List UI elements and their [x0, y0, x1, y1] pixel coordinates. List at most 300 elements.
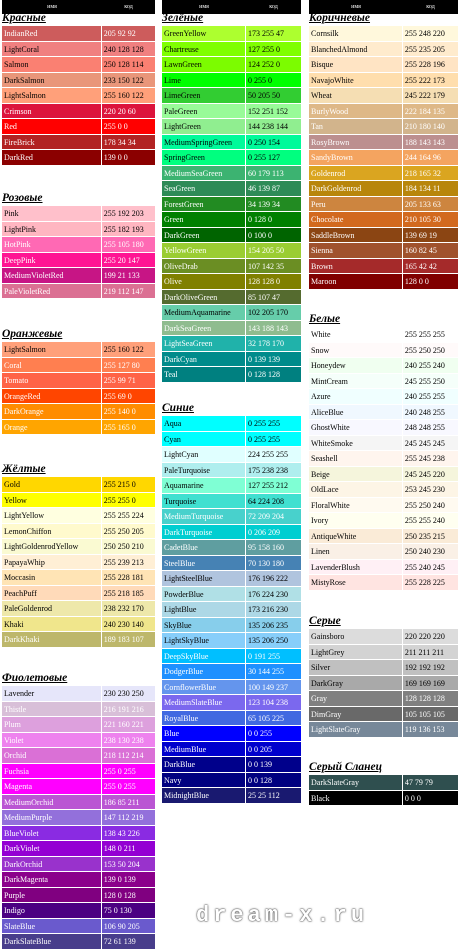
color-code: 245 222 179 — [404, 91, 445, 100]
color-row — [2, 779, 155, 795]
color-code: 250 235 215 — [404, 531, 445, 541]
color-code: 139 0 139 — [103, 875, 136, 884]
color-name: PaleTurquoise — [162, 463, 246, 478]
color-name: LightPink — [2, 222, 102, 237]
color-name: Fuchsia — [2, 764, 102, 779]
color-name: OldLace — [309, 482, 403, 497]
color-name: Azure — [309, 389, 403, 404]
color-name: PeachPuff — [2, 586, 102, 601]
color-row — [309, 482, 458, 498]
color-row — [309, 73, 458, 89]
group-title: Фиолетовые — [2, 672, 68, 684]
color-row — [309, 405, 458, 421]
color-name: DarkGray — [309, 676, 403, 691]
color-code: 135 206 250 — [247, 636, 288, 645]
color-code: 47 79 79 — [404, 778, 433, 787]
color-code: 152 251 152 — [247, 106, 288, 116]
color-row — [162, 447, 301, 463]
header-code: код — [426, 4, 435, 10]
color-group — [162, 400, 301, 804]
color-row — [162, 336, 301, 352]
color-name: LimeGreen — [162, 88, 246, 103]
color-row — [309, 451, 458, 467]
color-name: LightGrey — [309, 645, 403, 660]
color-name: AliceBlue — [309, 405, 403, 420]
color-name: MediumSeaGreen — [162, 166, 246, 181]
color-name: LightCoral — [2, 42, 102, 57]
color-row — [309, 274, 458, 290]
color-code: 199 21 133 — [103, 271, 140, 280]
color-row — [162, 757, 301, 773]
color-name: Salmon — [2, 57, 102, 72]
color-row — [162, 556, 301, 572]
color-name: DarkSlateGray — [309, 775, 403, 790]
color-code: 255 127 80 — [103, 360, 140, 370]
color-code: 127 255 0 — [247, 44, 280, 54]
color-code: 255 239 213 — [103, 557, 144, 567]
header-code: код — [269, 4, 278, 10]
color-row — [162, 773, 301, 789]
color-name: BurlyWood — [309, 104, 403, 119]
color-code: 255 20 147 — [103, 255, 140, 265]
color-row — [309, 544, 458, 560]
color-group — [309, 759, 458, 806]
color-name: DeepSkyBlue — [162, 649, 246, 664]
color-row — [309, 676, 458, 692]
color-name: Gray — [309, 691, 403, 706]
group-title: Красные — [2, 12, 46, 24]
color-name: DarkSlateBlue — [2, 934, 102, 949]
color-group — [309, 10, 458, 290]
color-code: 160 82 45 — [404, 246, 437, 255]
color-code: 0 250 154 — [247, 137, 280, 147]
color-row — [309, 529, 458, 545]
color-row — [309, 57, 458, 73]
color-code: 224 255 255 — [247, 450, 288, 459]
color-code: 218 112 214 — [103, 751, 144, 760]
color-row — [162, 26, 301, 42]
color-code: 0 255 0 — [247, 75, 272, 85]
color-code: 255 165 0 — [103, 422, 136, 432]
color-row — [162, 540, 301, 556]
color-code: 128 128 128 — [404, 694, 445, 703]
color-row — [2, 73, 155, 89]
color-name: OrangeRed — [2, 389, 102, 404]
color-row — [2, 268, 155, 284]
color-row — [309, 791, 458, 807]
color-row — [162, 649, 301, 665]
color-name: SandyBrown — [309, 150, 403, 165]
color-code: 211 211 211 — [404, 647, 444, 657]
header-name: имя — [199, 4, 209, 10]
color-row — [309, 420, 458, 436]
color-name: Olive — [162, 274, 246, 289]
color-name: SlateBlue — [2, 919, 102, 934]
color-name: Coral — [2, 358, 102, 373]
color-name: MintCream — [309, 374, 403, 389]
color-name: LightBlue — [162, 602, 246, 617]
color-code: 255 215 0 — [103, 480, 136, 489]
color-name: MediumVioletRed — [2, 268, 102, 283]
color-name: Bisque — [309, 57, 403, 72]
color-code: 0 255 255 — [247, 419, 280, 428]
color-name: DarkBlue — [162, 757, 246, 772]
color-name: Gold — [2, 477, 102, 492]
color-row — [309, 166, 458, 182]
color-name: Orchid — [2, 748, 102, 763]
color-code: 139 69 19 — [404, 230, 437, 240]
color-row — [2, 888, 155, 904]
color-code: 176 196 222 — [247, 574, 288, 583]
color-group — [309, 613, 458, 738]
color-row — [2, 686, 155, 702]
color-name: Goldenrod — [309, 166, 403, 181]
color-row — [2, 150, 155, 166]
color-row — [309, 150, 458, 166]
color-code: 153 50 204 — [103, 859, 140, 869]
color-code: 255 69 0 — [103, 391, 132, 401]
color-row — [162, 259, 301, 275]
color-code: 95 158 160 — [247, 543, 284, 552]
group-title: Серый Сланец — [309, 761, 383, 773]
color-name: MediumSpringGreen — [162, 135, 246, 150]
color-name: Chartreuse — [162, 42, 246, 57]
color-code: 0 0 205 — [247, 744, 272, 754]
color-code: 255 240 245 — [404, 562, 445, 572]
group-title: Зелёные — [162, 12, 204, 24]
color-row — [2, 617, 155, 633]
color-code: 175 238 238 — [247, 465, 288, 475]
color-name: Khaki — [2, 617, 102, 632]
color-row — [2, 342, 155, 358]
color-row — [2, 539, 155, 555]
color-row — [2, 373, 155, 389]
color-name: FireBrick — [2, 135, 102, 150]
color-name: LightGoldenrodYellow — [2, 539, 102, 554]
color-row — [2, 857, 155, 873]
color-name: FloralWhite — [309, 498, 403, 513]
color-name: LavenderBlush — [309, 560, 403, 575]
color-code: 221 160 221 — [103, 720, 144, 729]
color-row — [162, 104, 301, 120]
color-row — [162, 571, 301, 587]
color-code: 154 205 50 — [247, 246, 284, 255]
color-row — [309, 722, 458, 738]
color-row — [2, 477, 155, 493]
group-title: Розовые — [2, 192, 43, 204]
color-name: LightYellow — [2, 508, 102, 523]
color-code: 240 248 255 — [404, 407, 445, 417]
color-row — [162, 664, 301, 680]
color-row — [2, 872, 155, 888]
color-code: 165 42 42 — [404, 261, 437, 271]
color-name: Turquoise — [162, 494, 246, 509]
color-code: 143 188 143 — [247, 323, 288, 333]
color-code: 30 144 255 — [247, 667, 284, 676]
color-row — [2, 810, 155, 826]
color-name: RoyalBlue — [162, 711, 246, 726]
color-row — [162, 416, 301, 432]
color-name: Moccasin — [2, 570, 102, 585]
color-code: 255 228 225 — [404, 578, 445, 587]
color-code: 255 255 240 — [404, 516, 445, 525]
color-code: 34 139 34 — [247, 199, 280, 209]
color-name: Peru — [309, 197, 403, 212]
color-row — [2, 795, 155, 811]
color-row — [2, 826, 155, 842]
color-name: MediumAquamarine — [162, 305, 246, 320]
color-row — [309, 513, 458, 529]
color-code: 173 255 47 — [247, 29, 284, 38]
color-name: ForestGreen — [162, 197, 246, 212]
color-code: 230 230 250 — [103, 689, 144, 698]
color-name: LightGreen — [162, 119, 246, 134]
color-name: LightCyan — [162, 447, 246, 462]
color-code: 245 245 220 — [404, 469, 445, 479]
color-name: CornflowerBlue — [162, 680, 246, 695]
color-row — [309, 104, 458, 120]
color-name: Blue — [162, 726, 246, 741]
color-row — [309, 181, 458, 197]
color-row — [162, 602, 301, 618]
color-row — [309, 88, 458, 104]
color-row — [309, 135, 458, 151]
color-name: Snow — [309, 343, 403, 358]
color-code: 240 230 140 — [103, 619, 144, 629]
color-name: Brown — [309, 259, 403, 274]
color-row — [2, 206, 155, 222]
color-name: Yellow — [2, 493, 102, 508]
color-code: 233 150 122 — [103, 75, 144, 85]
color-row — [309, 26, 458, 42]
color-code: 255 160 122 — [103, 91, 144, 100]
color-code: 0 0 255 — [247, 729, 272, 738]
color-code: 0 139 139 — [247, 354, 280, 364]
color-row — [162, 73, 301, 89]
color-row — [2, 717, 155, 733]
color-name: SkyBlue — [162, 618, 246, 633]
color-code: 255 250 250 — [404, 345, 445, 355]
color-name: AntiqueWhite — [309, 529, 403, 544]
color-code: 124 252 0 — [247, 60, 280, 69]
color-row — [2, 358, 155, 374]
color-row — [2, 57, 155, 73]
color-row — [309, 42, 458, 58]
color-code: 189 183 107 — [103, 635, 144, 644]
color-group — [2, 10, 155, 166]
color-name: DarkGoldenrod — [309, 181, 403, 196]
color-code: 169 169 169 — [404, 678, 445, 688]
color-name: LemonChiffon — [2, 524, 102, 539]
color-row — [309, 775, 458, 791]
color-code: 255 182 193 — [103, 224, 144, 234]
color-code: 240 255 255 — [404, 392, 445, 401]
color-name: DarkViolet — [2, 841, 102, 856]
color-row — [309, 560, 458, 576]
color-code: 178 34 34 — [103, 137, 136, 147]
color-name: Aqua — [162, 416, 246, 431]
color-row — [2, 389, 155, 405]
color-row — [162, 788, 301, 804]
color-code: 192 192 192 — [404, 663, 445, 672]
column-right — [309, 0, 458, 803]
color-code: 0 255 127 — [247, 153, 280, 162]
color-code: 255 245 238 — [404, 454, 445, 463]
color-code: 75 0 130 — [103, 906, 132, 915]
color-code: 248 248 255 — [404, 423, 445, 432]
color-name: LawnGreen — [162, 57, 246, 72]
color-code: 123 104 238 — [247, 698, 288, 707]
color-code: 32 178 170 — [247, 339, 284, 348]
color-code: 255 160 122 — [103, 345, 144, 354]
color-row — [309, 629, 458, 645]
color-name: Magenta — [2, 779, 102, 794]
color-name: Sienna — [309, 243, 403, 258]
color-name: Chocolate — [309, 212, 403, 227]
color-code: 205 92 92 — [103, 29, 136, 38]
color-name: DarkOrange — [2, 404, 102, 419]
color-code: 0 0 0 — [404, 793, 421, 803]
color-name: LightSlateGray — [309, 722, 403, 737]
color-code: 173 216 230 — [247, 605, 288, 614]
color-row — [162, 367, 301, 383]
group-title: Серые — [309, 615, 341, 627]
color-code: 147 112 219 — [103, 813, 144, 822]
color-name: DarkMagenta — [2, 872, 102, 887]
color-code: 176 224 230 — [247, 589, 288, 599]
color-row — [162, 618, 301, 634]
color-code: 244 164 96 — [404, 153, 441, 162]
color-row — [162, 432, 301, 448]
color-name: Navy — [162, 773, 246, 788]
color-code: 64 224 208 — [247, 496, 284, 506]
color-code: 250 128 114 — [103, 60, 144, 69]
color-name: Plum — [2, 717, 102, 732]
color-row — [2, 601, 155, 617]
color-code: 0 0 128 — [247, 775, 272, 785]
color-row — [309, 645, 458, 661]
color-row — [162, 212, 301, 228]
color-name: Indigo — [2, 903, 102, 918]
color-code: 119 136 153 — [404, 725, 445, 734]
color-row — [309, 660, 458, 676]
color-code: 255 250 205 — [103, 526, 144, 536]
color-row — [162, 88, 301, 104]
color-name: OliveDrab — [162, 259, 246, 274]
color-code: 255 0 0 — [103, 122, 128, 131]
color-code: 255 248 220 — [404, 29, 445, 38]
group-title: Жёлтые — [2, 463, 46, 475]
color-row — [2, 119, 155, 135]
color-code: 139 0 0 — [103, 153, 128, 162]
color-row — [162, 305, 301, 321]
color-name: Teal — [162, 367, 246, 382]
group-title: Белые — [309, 313, 341, 325]
color-code: 100 149 237 — [247, 682, 288, 692]
color-name: YellowGreen — [162, 243, 246, 258]
color-group — [2, 670, 155, 950]
color-name: DarkKhaki — [2, 632, 102, 647]
color-row — [309, 197, 458, 213]
color-row — [162, 228, 301, 244]
color-group — [2, 326, 155, 435]
color-code: 128 128 0 — [247, 277, 280, 286]
column-left — [2, 0, 155, 946]
color-row — [162, 695, 301, 711]
color-name: Tan — [309, 119, 403, 134]
color-code: 106 90 205 — [103, 921, 140, 931]
color-row — [2, 764, 155, 780]
color-code: 0 128 0 — [247, 215, 272, 224]
color-code: 102 205 170 — [247, 308, 288, 317]
color-code: 186 85 211 — [103, 797, 140, 807]
color-row — [2, 26, 155, 42]
color-row — [162, 463, 301, 479]
color-name: Tomato — [2, 373, 102, 388]
color-code: 107 142 35 — [247, 261, 284, 271]
color-name: Gainsboro — [309, 629, 403, 644]
color-row — [162, 587, 301, 603]
color-name: Maroon — [309, 274, 403, 289]
color-row — [162, 197, 301, 213]
color-name: Honeydew — [309, 358, 403, 373]
color-name: LightSkyBlue — [162, 633, 246, 648]
color-name: RosyBrown — [309, 135, 403, 150]
color-name: MediumTurquoise — [162, 509, 246, 524]
color-name: PowderBlue — [162, 587, 246, 602]
color-row — [2, 841, 155, 857]
color-row — [2, 253, 155, 269]
color-row — [2, 404, 155, 420]
color-code: 245 245 245 — [404, 438, 445, 448]
color-name: SteelBlue — [162, 556, 246, 571]
color-name: Lime — [162, 73, 246, 88]
color-row — [162, 321, 301, 337]
color-name: Silver — [309, 660, 403, 675]
color-name: LightSalmon — [2, 88, 102, 103]
color-row — [309, 498, 458, 514]
color-code: 72 209 204 — [247, 512, 284, 521]
color-row — [2, 104, 155, 120]
color-code: 188 143 143 — [404, 137, 445, 147]
color-row — [162, 274, 301, 290]
color-row — [162, 352, 301, 368]
watermark: dream-x.ru — [196, 903, 369, 928]
color-code: 0 128 128 — [247, 370, 280, 379]
color-code: 240 128 128 — [103, 44, 144, 54]
color-row — [162, 181, 301, 197]
color-code: 46 139 87 — [247, 184, 280, 193]
color-code: 219 112 147 — [103, 286, 144, 296]
color-row — [162, 150, 301, 166]
color-row — [309, 575, 458, 591]
color-name: Linen — [309, 544, 403, 559]
color-code: 255 0 255 — [103, 766, 136, 776]
header-name: имя — [47, 4, 57, 10]
color-name: BlanchedAlmond — [309, 42, 403, 57]
color-row — [2, 748, 155, 764]
color-row — [2, 420, 155, 436]
color-row — [309, 343, 458, 359]
color-name: MistyRose — [309, 575, 403, 590]
color-row — [2, 284, 155, 300]
color-name: Beige — [309, 467, 403, 482]
color-name: Purple — [2, 888, 102, 903]
color-name: Aquamarine — [162, 478, 246, 493]
color-row — [2, 903, 155, 919]
color-row — [309, 467, 458, 483]
color-name: GhostWhite — [309, 420, 403, 435]
